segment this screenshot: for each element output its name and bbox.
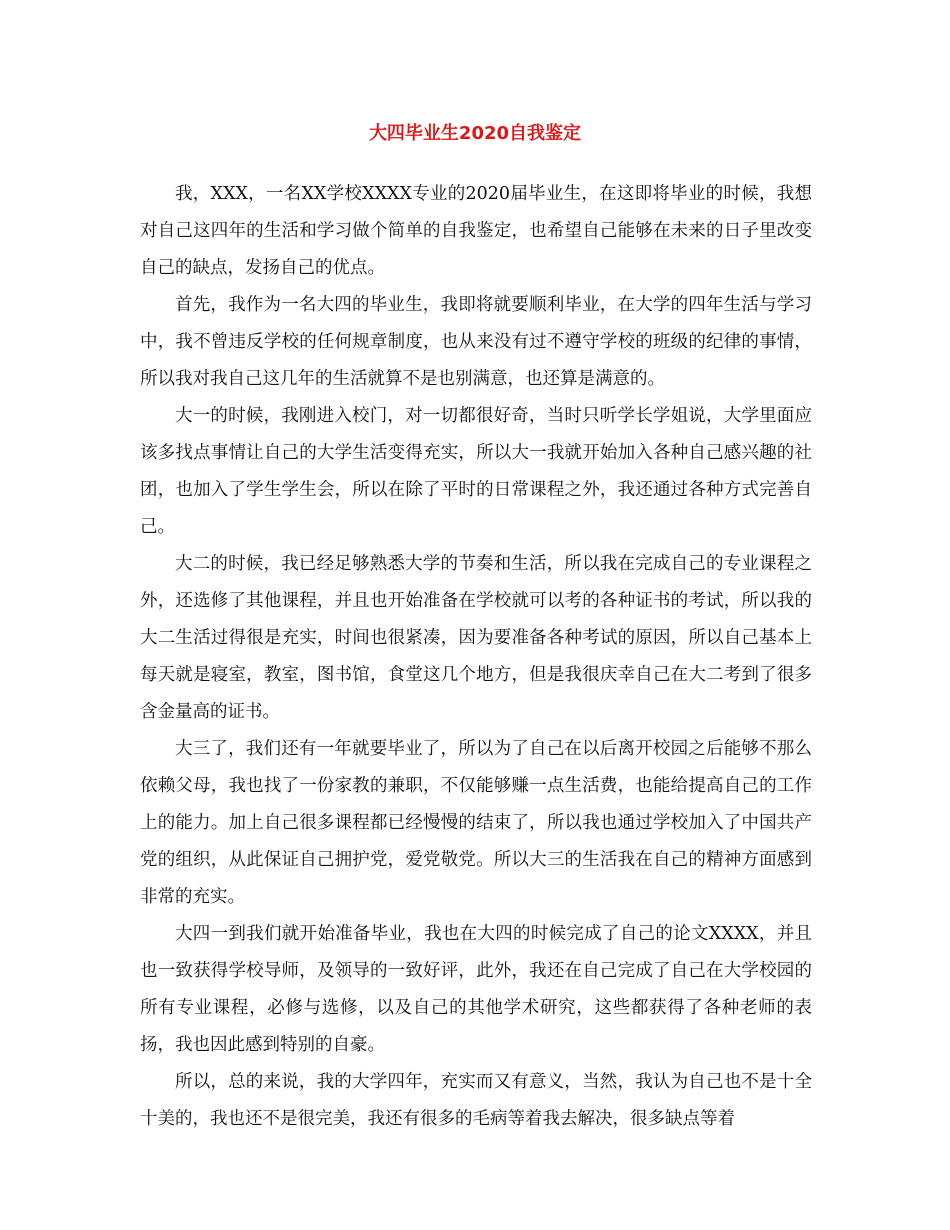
paragraph: 首先，我作为一名大四的毕业生，我即将就要顺利毕业，在大学的四年生活与学习中，我不曾违反学校的任何规章制度，也从来没有过不遵守学校的班级的纪律的事情，所以我对我自己这几年的生活就算不是也别满意，也还算是满意的。 bbox=[140, 295, 812, 389]
paragraph: 大二的时候，我已经足够熟悉大学的节奏和生活，所以我在完成自己的专业课程之外，还选修了其他课程，并且也开始准备在学校就可以考的各种证书的考试，所以我的大二生活过得很是充实，时间也很紧凑，因为要准备各种考试的原因，所以自己基本上每天就是寝室，教室，图书馆，食堂这几个地方，但是我很庆幸自己在大二考到了很多含金量高的证书。 bbox=[140, 554, 812, 722]
document-body bbox=[140, 176, 812, 1138]
paragraph: 大三了，我们还有一年就要毕业了，所以为了自己在以后离开校园之后能够不那么依赖父母，我也找了一份家教的兼职，不仅能够赚一点生活费，也能给提高自己的工作上的能力。加上自己很多课程都已经慢慢的结束了，所以我也通过学校加入了中国共产党的组织，从此保证自己拥护党，爱党敬党。所以大三的生活我在自己的精神方面感到非常的充实。 bbox=[140, 739, 812, 907]
paragraph: 大一的时候，我刚进入校门，对一切都很好奇，当时只听学长学姐说，大学里面应该多找点事情让自己的大学生活变得充实，所以大一我就开始加入各种自己感兴趣的社团，也加入了学生学生会，所以在除了平时的日常课程之外，我还通过各种方式完善自己。 bbox=[140, 406, 812, 537]
paragraph: 我，XXX，一名XX学校XXXX专业的2020届毕业生，在这即将毕业的时候，我想对自己这四年的生活和学习做个简单的自我鉴定，也希望自己能够在未来的日子里改变自己的缺点，发扬自己的优点。 bbox=[140, 184, 812, 278]
paragraph: 大四一到我们就开始准备毕业，我也在大四的时候完成了自己的论文XXXX，并且也一致获得学校导师，及领导的一致好评，此外，我还在自己完成了自己在大学校园的所有专业课程，必修与选修，以及自己的其他学术研究，这些都获得了各种老师的表扬，我也因此感到特别的自豪。 bbox=[140, 924, 812, 1055]
paragraph: 所以，总的来说，我的大学四年，充实而又有意义，当然，我认为自己也不是十全十美的，我也还不是很完美，我还有很多的毛病等着我去解决，很多缺点等着 bbox=[140, 1072, 812, 1129]
document-title: 大四毕业生2020自我鉴定 bbox=[368, 123, 582, 144]
